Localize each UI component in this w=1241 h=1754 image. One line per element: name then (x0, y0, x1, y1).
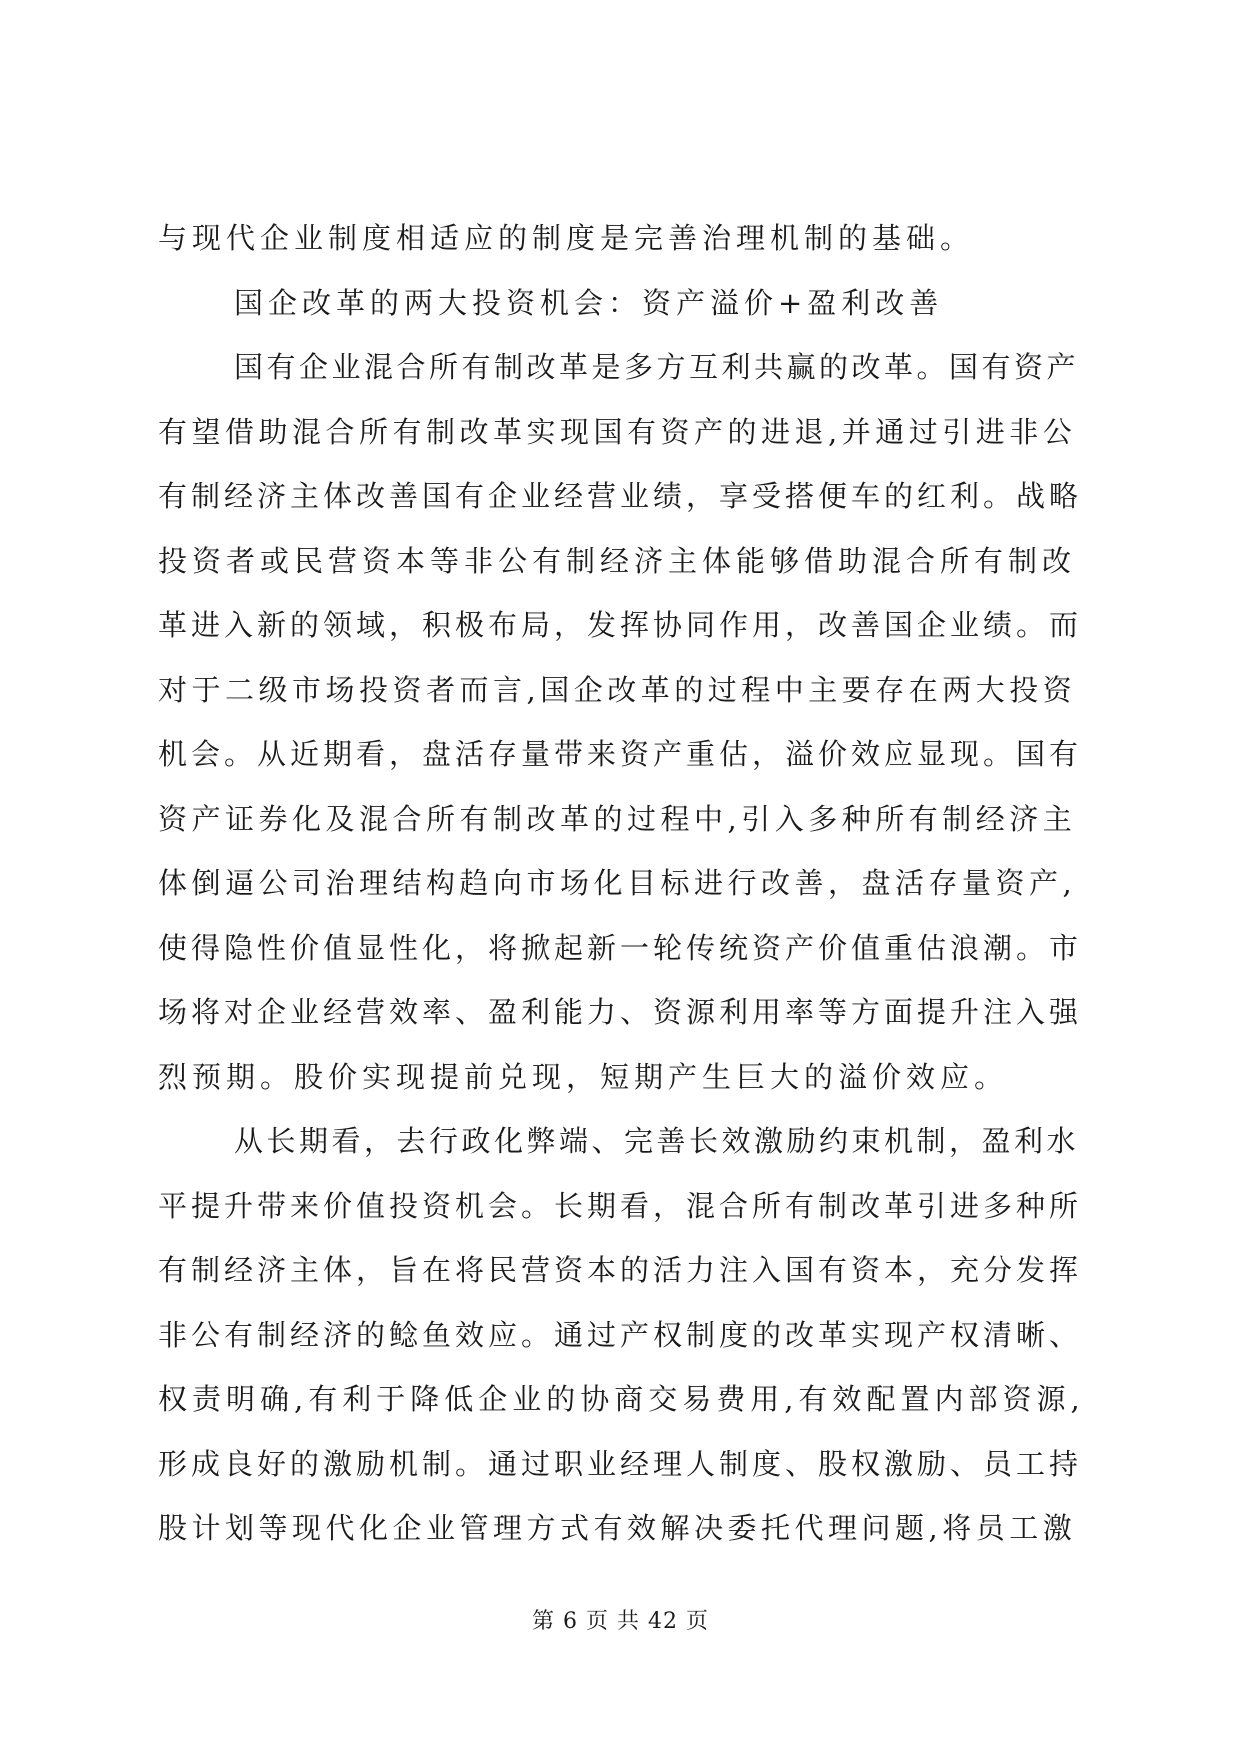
text-line: 有望借助混合所有制改革实现国有资产的进退,并通过引进非公 (158, 414, 1077, 449)
text-line: 权责明确,有利于降低企业的协商交易费用,有效配置内部资源, (158, 1382, 1085, 1416)
text-line: 场将对企业经营效率、盈利能力、资源利用率等方面提升注入强 (158, 995, 1083, 1029)
page-number-footer: 第 6 页 共 42 页 (532, 1609, 709, 1634)
text-line: 对于二级市场投资者而言,国企改革的过程中主要存在两大投资 (158, 672, 1077, 707)
text-line: 烈预期。股价实现提前兑现，短期产生巨大的溢价效应。 (158, 1059, 1009, 1094)
text-line: 体倒逼公司治理结构趋向市场化目标进行改善，盘活存量资产, (158, 866, 1077, 900)
text-line: 国有企业混合所有制改革是多方互利共赢的改革。国有资产 (234, 350, 1080, 384)
text-line: 有制经济主体改善国有企业经营业绩，享受搭便车的红利。战略 (158, 479, 1083, 513)
text-line: 投资者或民营资本等非公有制经济主体能够借助混合所有制改 (158, 543, 1077, 578)
text-line: 使得隐性价值显性化，将掀起新一轮传统资产价值重估浪潮。市 (158, 930, 1083, 965)
document-body (158, 206, 1088, 1561)
text-line: 形成良好的激励机制。通过职业经理人制度、股权激励、员工持 (158, 1446, 1083, 1481)
text-line: 资产证券化及混合所有制改革的过程中,引入多种所有制经济主 (158, 801, 1077, 836)
text-line: 革进入新的领域，积极布局，发挥协同作用，改善国企业绩。而 (158, 608, 1083, 642)
text-line: 机会。从近期看，盘活存量带来资产重估，溢价效应显现。国有 (158, 737, 1083, 771)
text-line: 股计划等现代化企业管理方式有效解决委托代理问题,将员工激 (158, 1511, 1077, 1545)
text-line: 有制经济主体，旨在将民营资本的活力注入国有资本，充分发挥 (158, 1253, 1083, 1287)
section-heading: 国企改革的两大投资机会：资产溢价+盈利改善 (234, 285, 944, 320)
text-line: 非公有制经济的鲶鱼效应。通过产权制度的改革实现产权清晰、 (158, 1317, 1083, 1352)
text-line: 从长期看，去行政化弊端、完善长效激励约束机制，盈利水 (234, 1124, 1080, 1158)
text-line: 与现代企业制度相适应的制度是完善治理机制的基础。 (158, 221, 975, 255)
text-line: 平提升带来价值投资机会。长期看，混合所有制改革引进多种所 (158, 1188, 1083, 1223)
